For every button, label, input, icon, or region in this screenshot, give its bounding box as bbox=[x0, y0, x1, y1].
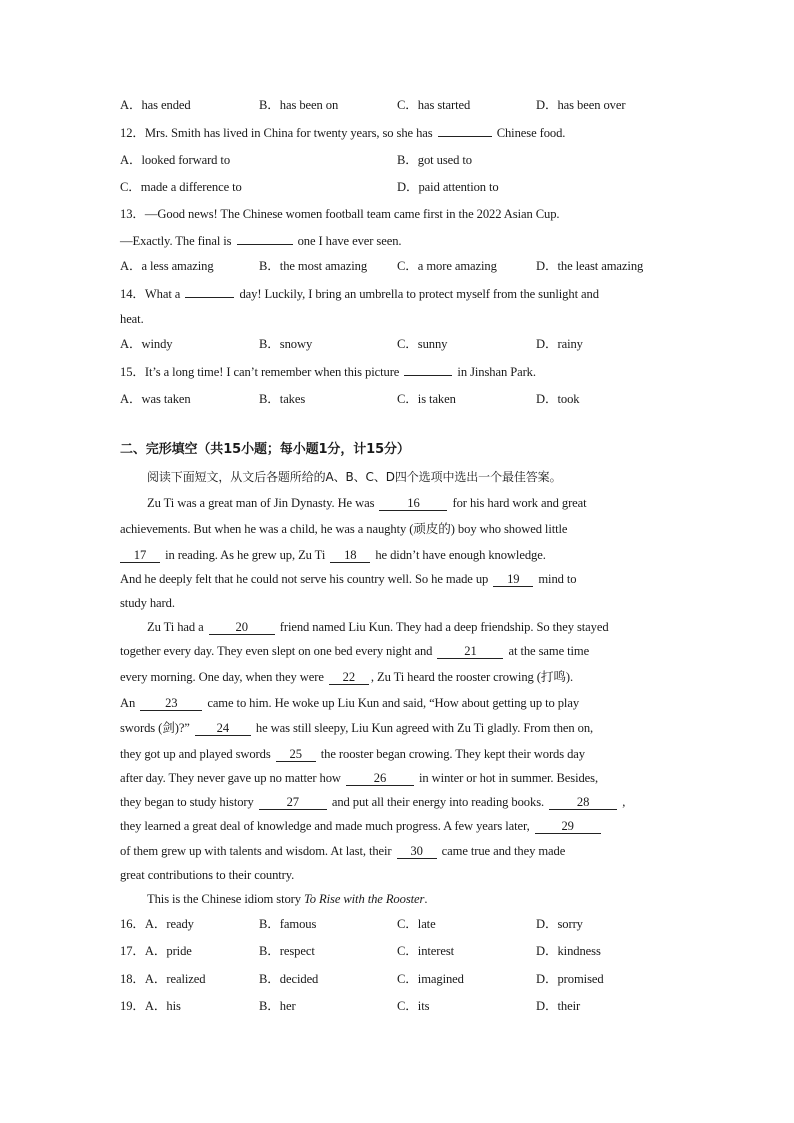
q14-option-a: A．windy bbox=[120, 337, 173, 351]
blank-24: 24 bbox=[195, 722, 251, 736]
q19-options bbox=[120, 998, 680, 1014]
blank-26: 26 bbox=[346, 772, 414, 786]
blank-16: 16 bbox=[379, 497, 447, 511]
q16-option-c: C．late bbox=[397, 917, 436, 931]
q16-options bbox=[120, 916, 680, 932]
passage-line: they learned a great deal of knowledge and made much progress. A few years later, 29 bbox=[120, 818, 603, 834]
q19-option-b: B．her bbox=[259, 999, 296, 1013]
q12-blank bbox=[438, 124, 492, 137]
passage-line: great contributions to their country. bbox=[120, 868, 295, 882]
q12-text-before: 12．Mrs. Smith has lived in China for twenty years, so she has bbox=[120, 126, 433, 140]
q18-options bbox=[120, 971, 680, 987]
q13-text-after: one I have ever seen. bbox=[297, 234, 402, 248]
q17-options bbox=[120, 943, 680, 959]
q13-options bbox=[120, 258, 680, 274]
q14-blank bbox=[185, 285, 234, 298]
q14-text-before: 14．What a bbox=[120, 287, 181, 301]
q13-blank bbox=[237, 232, 293, 245]
q18-option-d: D．promised bbox=[536, 972, 604, 986]
passage-line: An 23 came to him. He woke up Liu Kun and said, “How about getting up to play bbox=[120, 696, 580, 710]
q16-option-a: 16．A．ready bbox=[120, 917, 194, 931]
passage-line: swords (剑)?” 24 he was still sleepy, Liu Kun agreed with Zu Ti gladly. From then on, bbox=[120, 721, 594, 735]
q15-stem bbox=[120, 363, 536, 379]
q14-options bbox=[120, 336, 680, 352]
q13-line1: 13．—Good news! The Chinese women football team came first in the 2022 Asian Cup. bbox=[120, 207, 560, 221]
q14-line1 bbox=[120, 285, 599, 301]
q17-option-d: D．kindness bbox=[536, 944, 601, 958]
blank-20: 20 bbox=[209, 621, 275, 635]
passage-line: together every day. They even slept on one bed every night and 21 at the same time bbox=[120, 644, 590, 658]
q14-option-b: B．snowy bbox=[259, 337, 313, 351]
q18-option-a: 18．A．realized bbox=[120, 972, 206, 986]
passage-line: they got up and played swords 25 the rooster began crowing. They kept their words day bbox=[120, 747, 585, 761]
q15-blank bbox=[404, 363, 452, 376]
idiom-title: To Rise with the Rooster bbox=[304, 892, 425, 906]
blank-19: 19 bbox=[493, 573, 533, 587]
q11-option-d: D．has been over bbox=[536, 98, 626, 112]
q15-text-before: 15．It’s a long time! I can’t remember when this picture bbox=[120, 365, 400, 379]
q17-option-c: C．interest bbox=[397, 944, 455, 958]
blank-17: 17 bbox=[120, 549, 160, 563]
q12-option-c: C．made a difference to bbox=[120, 180, 242, 194]
q12-options-row2 bbox=[120, 179, 680, 195]
q15-option-a: A．was taken bbox=[120, 392, 191, 406]
q12-stem bbox=[120, 124, 565, 140]
q12-option-b: B．got used to bbox=[397, 153, 472, 167]
q14-option-c: C．sunny bbox=[397, 337, 448, 351]
q13-option-b: B．the most amazing bbox=[259, 259, 368, 273]
passage-line: Zu Ti was a great man of Jin Dynasty. He was 16 for his hard work and great bbox=[147, 496, 587, 510]
q15-text-after: in Jinshan Park. bbox=[457, 365, 536, 379]
q17-option-a: 17．A．pride bbox=[120, 944, 192, 958]
passage-line: Zu Ti had a 20 friend named Liu Kun. They had a deep friendship. So they stayed bbox=[147, 620, 609, 634]
q11-option-a: A．has ended bbox=[120, 98, 191, 112]
q19-option-c: C．its bbox=[397, 999, 430, 1013]
q15-options bbox=[120, 391, 680, 407]
blank-29: 29 bbox=[535, 820, 601, 834]
section-heading: 二、完形填空（共15小题；每小题1分，计15分） bbox=[120, 442, 410, 457]
passage-line: they began to study history 27 and put all their energy into reading books. 28 , bbox=[120, 795, 626, 809]
q13-option-a: A．a less amazing bbox=[120, 259, 214, 273]
blank-18: 18 bbox=[330, 549, 370, 563]
q15-option-b: B．takes bbox=[259, 392, 306, 406]
blank-23: 23 bbox=[140, 697, 202, 711]
q19-option-d: D．their bbox=[536, 999, 581, 1013]
blank-27: 27 bbox=[259, 796, 327, 810]
passage-line: every morning. One day, when they were 22 , Zu Ti heard the rooster crowing (打鸣). bbox=[120, 670, 573, 684]
q11-option-c: C．has started bbox=[397, 98, 471, 112]
q15-option-c: C．is taken bbox=[397, 392, 456, 406]
blank-25: 25 bbox=[276, 748, 316, 762]
q12-text-after: Chinese food. bbox=[496, 126, 566, 140]
q15-option-d: D．took bbox=[536, 392, 580, 406]
q18-option-c: C．imagined bbox=[397, 972, 464, 986]
blank-28: 28 bbox=[549, 796, 617, 810]
passage-line: 17 in reading. As he grew up, Zu Ti 18 he didn’t have enough knowledge. bbox=[120, 547, 546, 563]
passage-line: after day. They never gave up no matter how 26 in winter or hot in summer. Besides, bbox=[120, 771, 599, 785]
q12-option-a: A．looked forward to bbox=[120, 153, 231, 167]
q12-options-row1 bbox=[120, 152, 680, 168]
q11-option-b: B．has been on bbox=[259, 98, 339, 112]
q14-text-after: day! Luckily, I bring an umbrella to protect myself from the sunlight and bbox=[239, 287, 599, 301]
q14-option-d: D．rainy bbox=[536, 337, 583, 351]
q12-option-d: D．paid attention to bbox=[397, 180, 499, 194]
passage-line: study hard. bbox=[120, 596, 175, 610]
q17-option-b: B．respect bbox=[259, 944, 315, 958]
passage-line: And he deeply felt that he could not serve his country well. So he made up 19 mind to bbox=[120, 572, 577, 586]
q16-option-d: D．sorry bbox=[536, 917, 583, 931]
blank-30: 30 bbox=[397, 845, 437, 859]
q13-text-before: —Exactly. The final is bbox=[120, 234, 232, 248]
q18-option-b: B．decided bbox=[259, 972, 319, 986]
passage-line: of them grew up with talents and wisdom. At last, their 30 came true and they made bbox=[120, 844, 566, 858]
q13-option-d: D．the least amazing bbox=[536, 259, 644, 273]
q19-option-a: 19．A．his bbox=[120, 999, 181, 1013]
q11-options bbox=[120, 97, 680, 113]
q13-option-c: C．a more amazing bbox=[397, 259, 497, 273]
q14-line2: heat. bbox=[120, 312, 144, 326]
q16-option-b: B．famous bbox=[259, 917, 317, 931]
section-instruction: 阅读下面短文，从文后各题所给的A、B、C、D四个选项中选出一个最佳答案。 bbox=[147, 470, 562, 484]
q13-line2 bbox=[120, 232, 401, 248]
blank-22: 22 bbox=[329, 671, 369, 685]
blank-21: 21 bbox=[437, 645, 503, 659]
passage-line: achievements. But when he was a child, he was a naughty (顽皮的) boy who showed little bbox=[120, 522, 568, 536]
passage-line: This is the Chinese idiom story To Rise with the Rooster. bbox=[147, 892, 428, 906]
